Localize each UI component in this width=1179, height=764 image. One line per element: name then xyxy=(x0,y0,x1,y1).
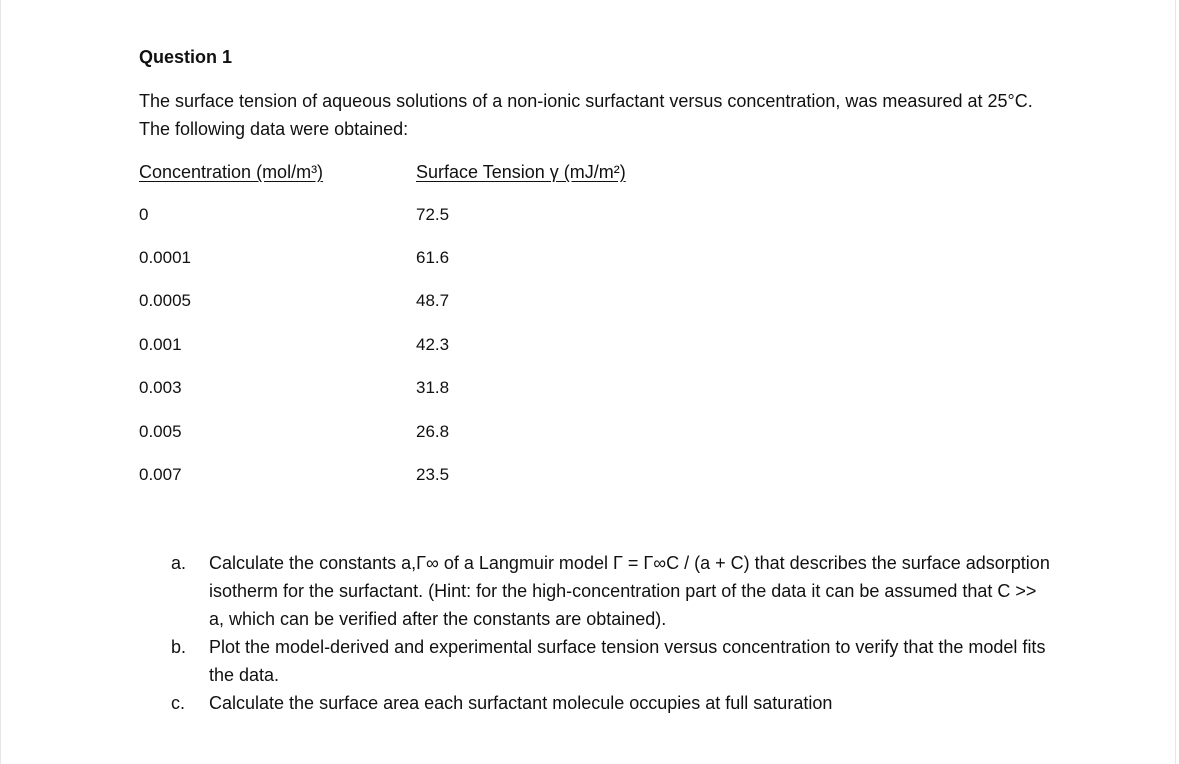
surface-tension-cell: 48.7 xyxy=(416,291,450,310)
task-list xyxy=(171,549,1051,717)
concentration-cell: 0.0001 xyxy=(139,248,191,267)
question-intro: The surface tension of aqueous solutions of a non-ionic surfactant versus concentration, was measured at 25°C. The following data were obtained: xyxy=(139,91,1033,139)
concentration-cell: 0.003 xyxy=(139,378,182,397)
task-text: Plot the model-derived and experimental surface tension versus concentration to verify that the model fits the data. xyxy=(209,637,1046,685)
surface-tension-cell: 23.5 xyxy=(416,465,450,484)
surface-tension-column-header: Surface Tension γ (mJ/m²) xyxy=(416,162,626,182)
concentration-cell: 0.007 xyxy=(139,465,182,484)
surface-tension-cell: 72.5 xyxy=(416,205,450,224)
task-item-a xyxy=(171,549,1051,633)
question-title: Question 1 xyxy=(139,47,233,67)
task-marker: b. xyxy=(171,637,187,657)
surface-tension-cell: 61.6 xyxy=(416,248,450,267)
task-item-b xyxy=(171,633,1051,689)
task-item-c xyxy=(171,689,1051,717)
task-marker: a. xyxy=(171,553,187,573)
surface-tension-cell: 31.8 xyxy=(416,378,450,397)
concentration-cell: 0.005 xyxy=(139,422,182,441)
concentration-cell: 0.0005 xyxy=(139,291,191,310)
surface-tension-cell: 26.8 xyxy=(416,422,450,441)
task-text: Calculate the constants a,Γ∞ of a Langmuir model Γ = Γ∞C / (a + C) that describes the surface adsorption isotherm for the surfactant. (Hint: for the high-concentration part of the data it can be assumed that C >> a, which can be verified after the constants are obtained). xyxy=(209,553,1050,629)
surface-tension-cell: 42.3 xyxy=(416,335,450,354)
concentration-cell: 0.001 xyxy=(139,335,182,354)
concentration-cell: 0 xyxy=(139,205,149,224)
concentration-column-header: Concentration (mol/m³) xyxy=(139,162,324,182)
task-text: Calculate the surface area each surfactant molecule occupies at full saturation xyxy=(209,693,833,713)
task-marker: c. xyxy=(171,693,186,713)
